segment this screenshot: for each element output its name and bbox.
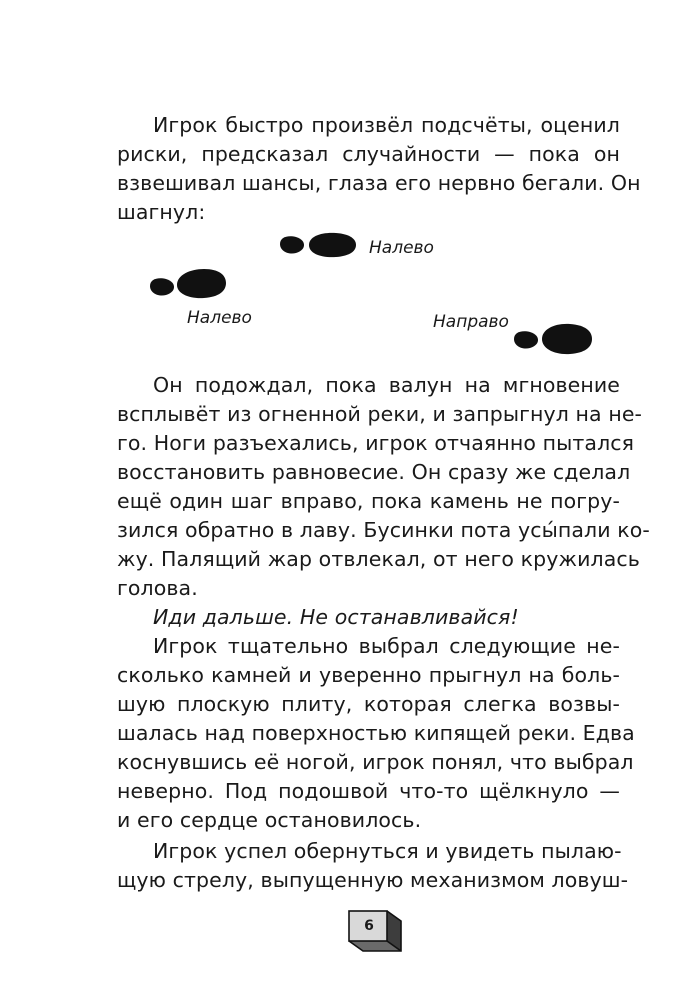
text-line: Игрок быстро произвёл подсчёты, оценил: [153, 113, 620, 137]
text-line: неверно. Под подошвой что-то щёлкнуло —: [117, 779, 620, 803]
text-line: шую плоскую плиту, которая слегка возвы-: [117, 692, 620, 716]
text-line: голова.: [117, 576, 198, 600]
footprint-icon: [148, 266, 228, 300]
text-line: зился обратно в лаву. Бусинки пота усы́пали ко-: [117, 518, 650, 542]
text-line: всплывёт из огненной реки, и запрыгнул на не-: [117, 402, 643, 426]
text-line: щую стрелу, выпущенную механизмом ловуш-: [117, 868, 629, 892]
text-line: взвешивал шансы, глаза его нервно бегали. Он: [117, 171, 641, 195]
text-line: восстановить равновесие. Он сразу же сделал: [117, 460, 631, 484]
text-line: шалась над поверхностью кипящей реки. Едва: [117, 721, 635, 745]
footprint-icon: [512, 320, 594, 358]
text-line: го. Ноги разъехались, игрок отчаянно пытался: [117, 431, 635, 455]
step-label-left: Налево: [187, 308, 252, 328]
text-line: риски, предсказал случайности — пока он: [117, 142, 620, 166]
text-line: ещё один шаг вправо, пока камень не погру-: [117, 489, 620, 513]
inner-thought: Иди дальше. Не останавливайся!: [153, 605, 519, 629]
step-label-right: Направо: [433, 312, 509, 332]
text-line: Он подождал, пока валун на мгновение: [153, 373, 620, 397]
text-line: и его сердце остановилось.: [117, 808, 422, 832]
step-label-top: Налево: [369, 238, 434, 258]
text-line: жу. Палящий жар отвлекал, от него кружилась: [117, 547, 640, 571]
text-line: коснувшись её ногой, игрок понял, что выбрал: [117, 750, 634, 774]
text-line: сколько камней и уверенно прыгнул на боль-: [117, 663, 620, 687]
text-line: Игрок тщательно выбрал следующие не-: [153, 634, 620, 658]
text-line: Игрок успел обернуться и увидеть пылаю-: [153, 839, 622, 863]
text-line: шагнул:: [117, 200, 206, 224]
page-number: 6: [364, 918, 374, 934]
footprint-icon: [278, 230, 358, 260]
